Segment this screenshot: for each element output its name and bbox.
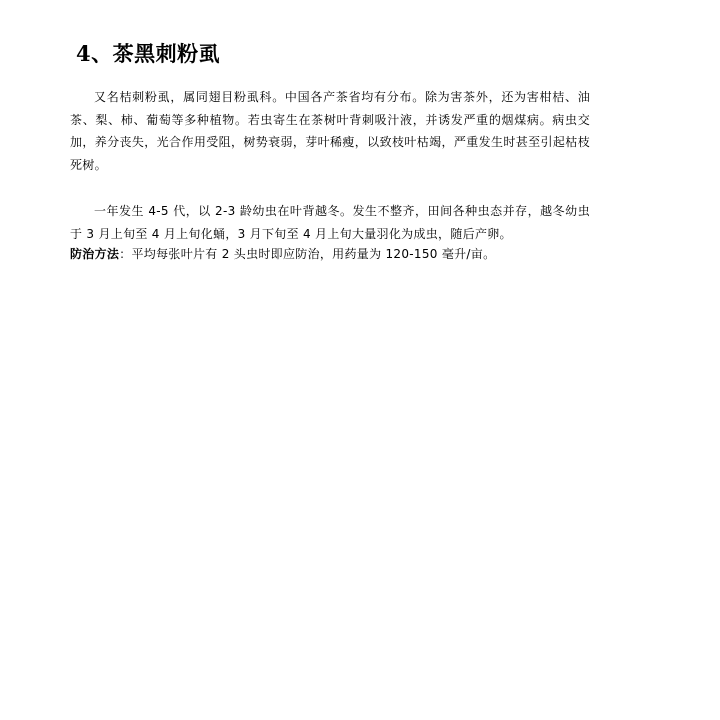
life-cycle-paragraph: 一年发生 4-5 代，以 2-3 龄幼虫在叶背越冬。发生不整齐，田间各种虫态并存，越冬幼虫于 3 月上旬至 4 月上旬化蛹，3 月下旬至 4 月上旬大量羽化为成虫，随后产卵。 <box>70 204 590 241</box>
section-heading: 4、茶黑刺粉虱 <box>76 41 221 66</box>
description-paragraph: 又名桔刺粉虱，属同翅目粉虱科。中国各产茶省均有分布。除为害茶外，还为害柑桔、油茶、梨、柿、葡萄等多种植物。若虫寄生在茶树叶背刺吸汁液，并诱发严重的烟煤病。病虫交加，养分丧失，光合作用受阻，树势衰弱，芽叶稀瘦，以致枝叶枯竭，严重发生时甚至引起枯枝死树。 <box>70 90 590 172</box>
control-method-text: ：平均每张叶片有 2 头虫时即应防治，用药量为 120-150 毫升/亩。 <box>119 247 496 261</box>
control-method-line <box>70 243 610 266</box>
control-method-label: 防治方法 <box>70 247 120 261</box>
